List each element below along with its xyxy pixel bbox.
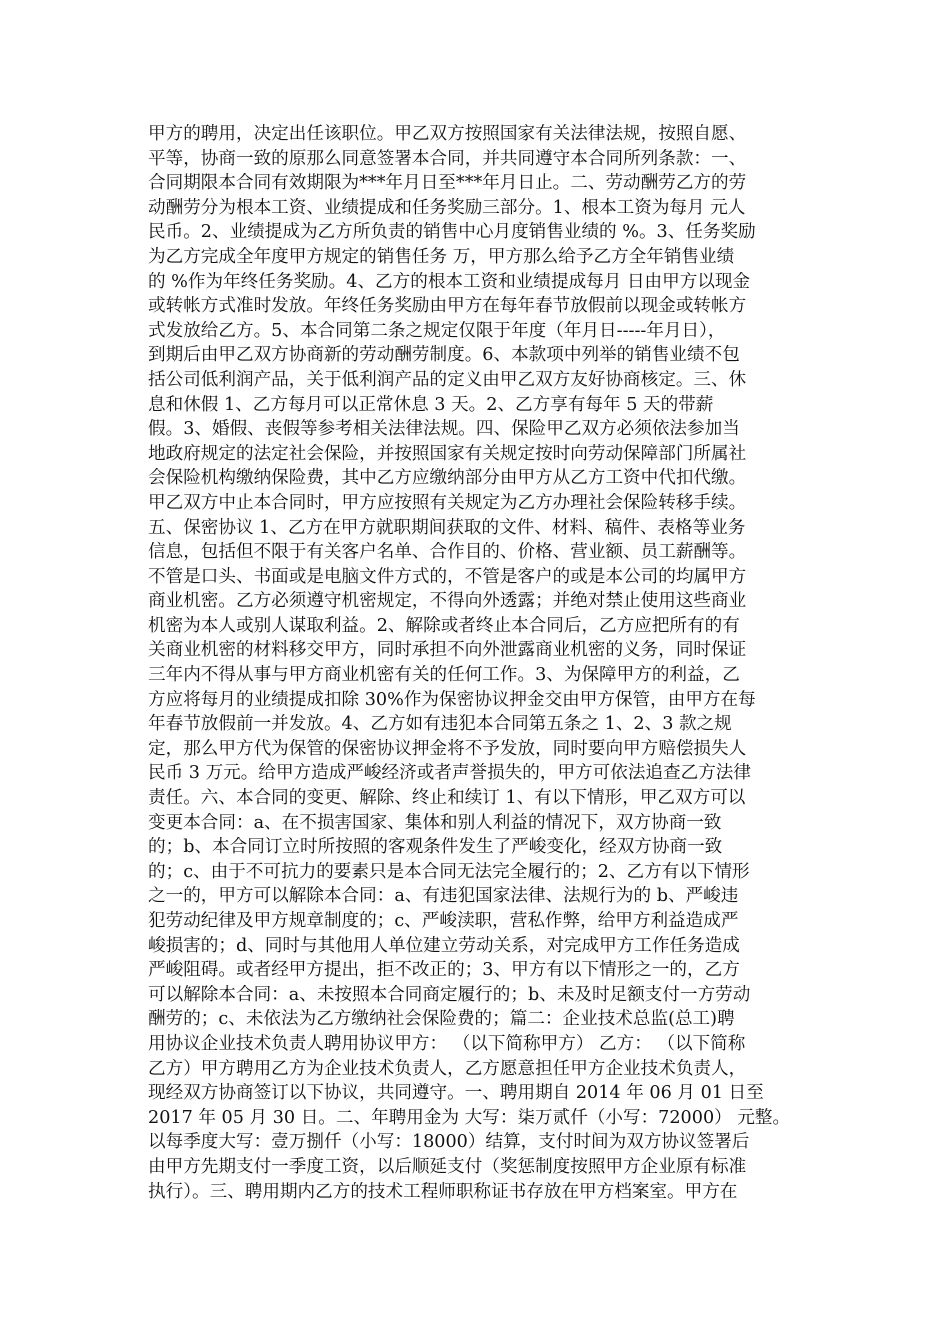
text-line: 以每季度大写：壹万捌仟（小写：18000）结算，支付时间为双方协议签署后 <box>148 1132 750 1153</box>
text-line: 息和休假 1、乙方每月可以正常休息 3 天。2、乙方享有每年 5 天的带薪 <box>148 394 714 415</box>
text-line: 平等，协商一致的原那么同意签署本合同，并共同遵守本合同所列条款：一、 <box>148 148 747 169</box>
text-line: 甲乙双方中止本合同时，甲方应按照有关规定为乙方办理社会保险转移手续。 <box>148 492 747 513</box>
text-line: 严峻阻碍。或者经甲方提出，拒不改正的；3、甲方有以下情形之一的，乙方 <box>148 960 740 981</box>
text-line: 甲方的聘用，决定出任该职位。甲乙双方按照国家有关法律法规，按照自愿、 <box>148 124 747 144</box>
text-line: 之一的，甲方可以解除本合同：a、有违犯国家法律、法规行为的 b、严峻违 <box>148 886 739 907</box>
text-line: 执行）。三、聘用期内乙方的技术工程师职称证书存放在甲方档案室。甲方在 <box>148 1181 738 1202</box>
text-line: 用协议企业技术负责人聘用协议甲方： （以下简称甲方） 乙方： （以下简称 <box>148 1033 746 1054</box>
text-line: 信息，包括但不限于有关客户名单、合作目的、价格、营业额、员工薪酬等。 <box>148 542 747 563</box>
text-line: 酬劳的；c、未依法为乙方缴纳社会保险费的；篇二：企业技术总监(总工)聘 <box>148 1009 735 1030</box>
text-line: 式发放给乙方。5、本合同第二条之规定仅限于年度（年月日-----年月日）， <box>148 320 726 341</box>
text-line: 会保险机构缴纳保险费，其中乙方应缴纳部分由甲方从乙方工资中代扣代缴。 <box>148 468 747 489</box>
text-line: 责任。六、本合同的变更、解除、终止和续订 1、有以下情形，甲乙双方可以 <box>148 788 746 809</box>
text-line: 为乙方完成全年度甲方规定的销售任务 万，甲方那么给予乙方全年销售业绩 <box>148 246 735 267</box>
text-line: 由甲方先期支付一季度工资，以后顺延支付（奖惩制度按照甲方企业原有标准 <box>148 1156 747 1177</box>
text-line: 的；c、由于不可抗力的要素只是本合同无法完全履行的；2、乙方有以下情形 <box>148 861 750 882</box>
text-line: 机密为本人或别人谋取利益。2、解除或者终止本合同后，乙方应把所有的有 <box>148 615 740 636</box>
text-line: 年春节放假前一并发放。4、乙方如有违犯本合同第五条之 1、2、3 款之规 <box>148 714 732 735</box>
text-line: 不管是口头、书面或是电脑文件方式的，不管是客户的或是本公司的均属甲方 <box>148 566 747 587</box>
text-line: 乙方）甲方聘用乙方为企业技术负责人，乙方愿意担任甲方企业技术负责人， <box>148 1058 747 1079</box>
text-line: 括公司低利润产品，关于低利润产品的定义由甲乙双方友好协商核定。三、休 <box>148 369 747 390</box>
text-line: 五、保密协议 1、乙方在甲方就职期间获取的文件、材料、稿件、表格等业务 <box>148 517 746 538</box>
text-line: 到期后由甲乙双方协商新的劳动酬劳制度。6、本款项中列举的销售业绩不包 <box>148 345 740 366</box>
text-line: 假。3、婚假、丧假等参考相关法律法规。四、保险甲乙双方必须依法参加当 <box>148 419 740 440</box>
text-line: 的；b、本合同订立时所按照的客观条件发生了严峻变化，经双方协商一致 <box>148 837 723 858</box>
text-line: 现经双方协商签订以下协议，共同遵守。一、聘用期自 2014 年 06 月 01 日至 <box>148 1083 764 1104</box>
text-line: 变更本合同：a、在不损害国家、集体和别人利益的情况下，双方协商一致 <box>148 812 722 833</box>
text-line: 方应将每月的业绩提成扣除 30%作为保密协议押金交由甲方保管，由甲方在每 <box>148 689 756 710</box>
text-line: 2017 年 05 月 30 日。二、年聘用金为 大写：柒万贰仟（小写：72000） 元整。 <box>148 1107 791 1128</box>
text-line: 峻损害的；d、同时与其他用人单位建立劳动关系，对完成甲方工作任务造成 <box>148 935 740 956</box>
text-line: 三年内不得从事与甲方商业机密有关的任何工作。3、为保障甲方的利益，乙 <box>148 665 740 686</box>
text-line: 犯劳动纪律及甲方规章制度的；c、严峻渎职，营私作弊，给甲方利益造成严 <box>148 911 739 931</box>
text-line: 民币 3 万元。给甲方造成严峻经济或者声誉损失的，甲方可依法追查乙方法律 <box>148 763 751 784</box>
text-line: 的 %作为年终任务奖励。4、乙方的根本工资和业绩提成每月 日由甲方以现金 <box>148 271 751 292</box>
text-line: 合同期限本合同有效期限为***年月日至***年月日止。二、劳动酬劳乙方的劳 <box>148 173 747 194</box>
text-line: 商业机密。乙方必须遵守机密规定，不得向外透露；并绝对禁止使用这些商业 <box>148 591 747 612</box>
text-line: 地政府规定的法定社会保险，并按照国家有关规定按时向劳动保障部门所属社 <box>148 443 747 464</box>
text-line: 可以解除本合同：a、未按照本合同商定履行的；b、未及时足额支付一方劳动 <box>148 984 751 1005</box>
text-line: 民币。2、业绩提成为乙方所负责的销售中心月度销售业绩的 %。3、任务奖励 <box>148 222 756 243</box>
text-line: 关商业机密的材料移交甲方，同时承担不向外泄露商业机密的义务，同时保证 <box>148 640 747 661</box>
text-line: 或转帐方式准时发放。年终任务奖励由甲方在每年春节放假前以现金或转帐方 <box>148 296 747 317</box>
contract-body-text <box>148 122 808 1204</box>
text-line: 动酬劳分为根本工资、业绩提成和任务奖励三部分。1、根本工资为每月 元人 <box>148 197 746 218</box>
text-line: 定，那么甲方代为保管的保密协议押金将不予发放，同时要向甲方赔偿损失人 <box>148 738 747 759</box>
